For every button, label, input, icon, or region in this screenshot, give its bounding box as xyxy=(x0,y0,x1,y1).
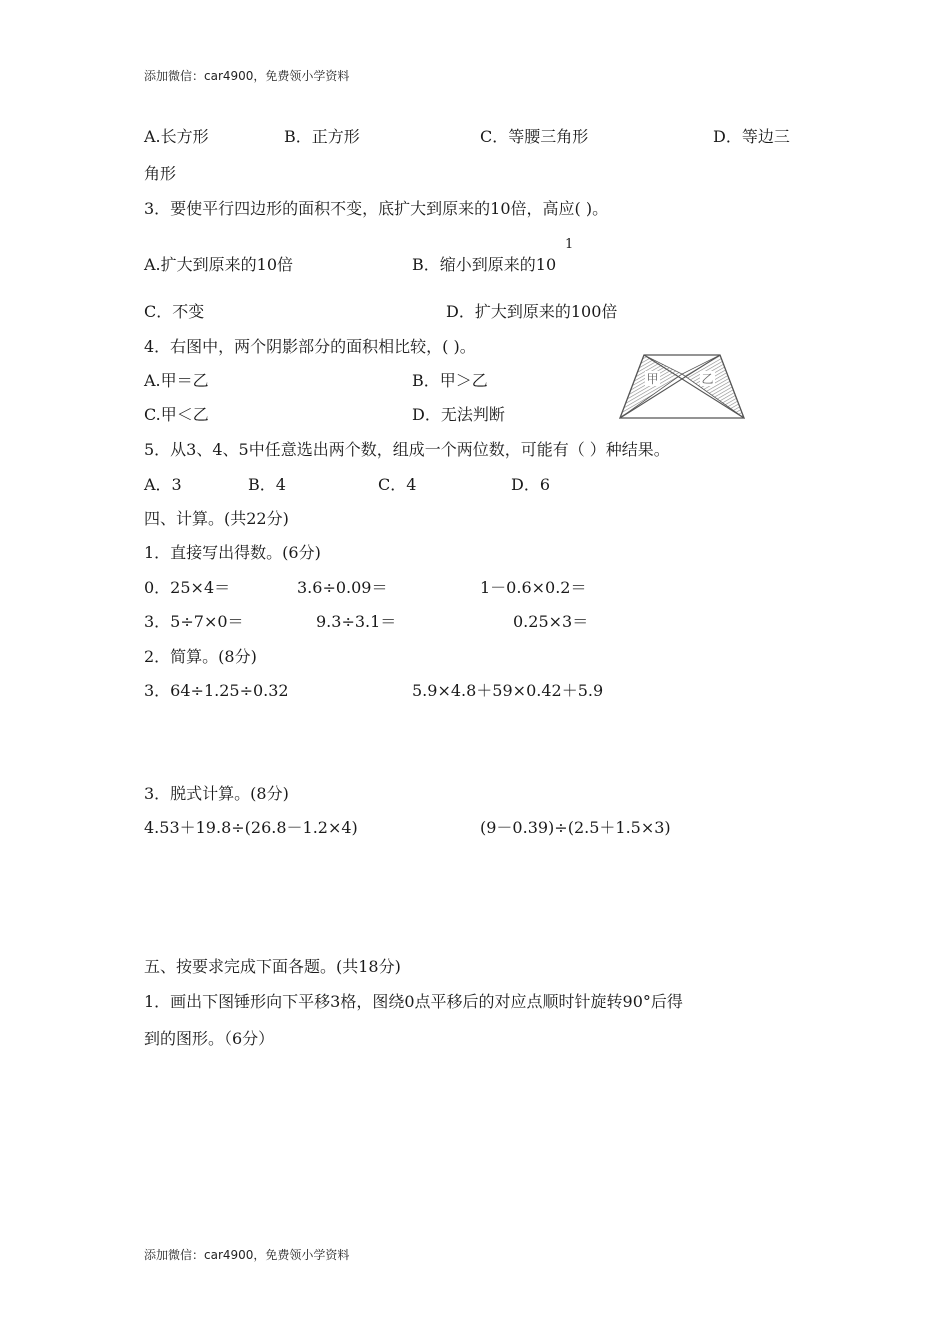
stepwise-calc-item: (9－0.39)÷(2.5＋1.5×3) xyxy=(480,818,671,837)
q5-option-b: B．4 xyxy=(248,475,286,494)
section4-part2-title: 2．简算。(8分) xyxy=(144,647,257,666)
footer-note: 添加微信：car4900，免费领小学资料 xyxy=(144,1248,350,1262)
oral-calc-item: 3．5÷7×0＝ xyxy=(144,612,244,631)
q4-option-d: D．无法判断 xyxy=(412,405,505,424)
oral-calc-item: 9.3÷3.1＝ xyxy=(316,612,397,631)
oral-calc-item: 1－0.6×0.2＝ xyxy=(480,578,587,597)
oral-calc-item: 0．25×4＝ xyxy=(144,578,231,597)
section4-part1-title: 1．直接写出得数。(6分) xyxy=(144,543,321,562)
q5-option-c: C．4 xyxy=(378,475,417,494)
q3-option-b-fraction-numerator: 1 xyxy=(565,237,574,252)
label-yi: 乙 xyxy=(701,372,714,386)
q5-option-a: A．3 xyxy=(144,475,182,494)
q2-option-b: B．正方形 xyxy=(284,127,360,146)
section4-title: 四、计算。(共22分) xyxy=(144,509,289,528)
q3-option-c: C．不变 xyxy=(144,302,205,321)
simplify-item: 3．64÷1.25÷0.32 xyxy=(144,681,289,700)
q3-stem: 3．要使平行四边形的面积不变，底扩大到原来的10倍，高应( )。 xyxy=(144,199,609,218)
simplify-item: 5.9×4.8＋59×0.42＋5.9 xyxy=(412,681,604,700)
q2-option-c: C．等腰三角形 xyxy=(480,127,589,146)
stepwise-calc-item: 4.53＋19.8÷(26.8－1.2×4) xyxy=(144,818,358,837)
section5-q1-line1: 1．画出下图锤形向下平移3格，图绕0点平移后的对应点顺时针旋转90°后得 xyxy=(144,992,683,1011)
section5-q1-line2: 到的图形。（6分） xyxy=(144,1029,275,1048)
q3-option-d: D．扩大到原来的100倍 xyxy=(446,302,618,321)
oral-calc-item: 3.6÷0.09＝ xyxy=(297,578,388,597)
q3-option-b: B．缩小到原来的10 xyxy=(412,255,557,274)
q4-option-c: C.甲＜乙 xyxy=(144,405,209,424)
shaded-region-jia xyxy=(620,355,682,418)
q2-option-a: A.长方形 xyxy=(144,127,209,146)
q4-option-a: A.甲＝乙 xyxy=(144,371,209,390)
section4-part3-title: 3．脱式计算。(8分) xyxy=(144,784,289,803)
q2-option-d: D．等边三 xyxy=(713,127,790,146)
q4-stem: 4．右图中，两个阴影部分的面积相比较，( )。 xyxy=(144,337,476,356)
header-note: 添加微信：car4900，免费领小学资料 xyxy=(144,69,350,83)
label-jia: 甲 xyxy=(646,372,659,386)
q2-option-d-continued: 角形 xyxy=(144,164,177,183)
q5-stem: 5．从3、4、5中任意选出两个数，组成一个两位数，可能有（ ）种结果。 xyxy=(144,440,670,459)
section5-title: 五、按要求完成下面各题。(共18分) xyxy=(144,957,401,976)
q5-option-d: D．6 xyxy=(511,475,551,494)
q4-option-b: B．甲＞乙 xyxy=(412,371,488,390)
q3-option-a: A.扩大到原来的10倍 xyxy=(144,255,294,274)
shaded-region-yi xyxy=(682,355,744,418)
oral-calc-item: 0.25×3＝ xyxy=(513,612,589,631)
trapezoid-figure xyxy=(618,352,746,422)
